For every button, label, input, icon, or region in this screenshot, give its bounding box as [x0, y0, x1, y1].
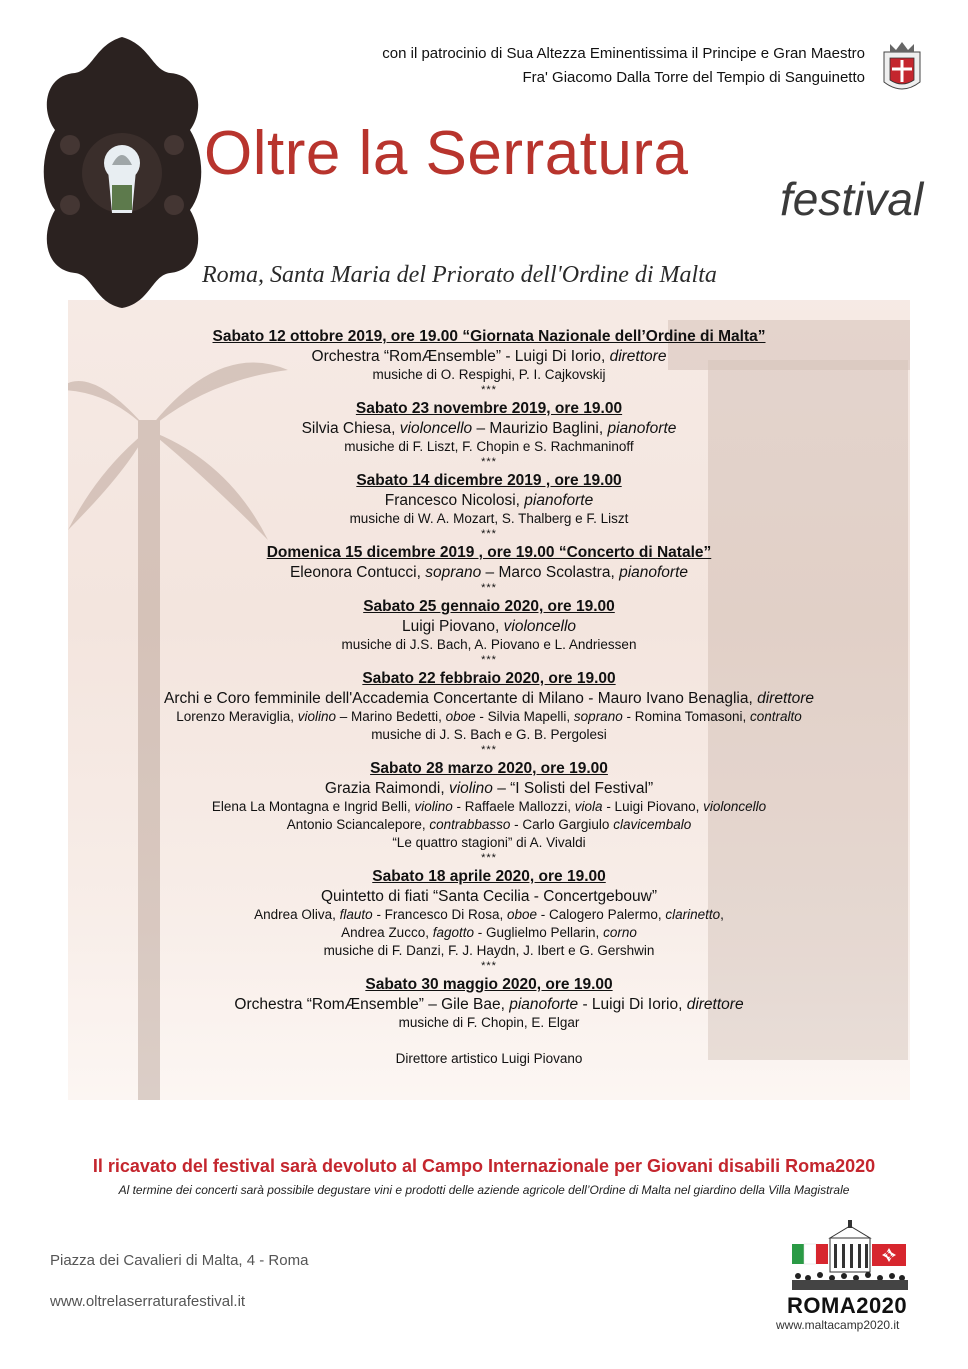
concert-date: Sabato 25 gennaio 2020, ore 19.00 [363, 598, 615, 615]
concert-performers [68, 563, 910, 582]
performer-role: violino [297, 709, 337, 724]
concert-performers [68, 779, 910, 798]
concert-item [68, 867, 910, 972]
performer-role: violino [414, 799, 453, 814]
roma2020-logo-icon [790, 1218, 910, 1298]
concert-performers [68, 689, 910, 708]
performer-text: Archi e Coro femminile dell'Accademia Concertante di Milano - Mauro Ivano Benaglia, [164, 690, 758, 707]
performer-text: - Silvia Mapelli, [475, 709, 574, 724]
venue-address: Piazza dei Cavalieri di Malta, 4 - Roma [50, 1252, 309, 1269]
performer-text: – Marino Bedetti, [336, 709, 446, 724]
performer-role: direttore [609, 348, 667, 365]
performer-text: Francesco Nicolosi, [384, 492, 525, 509]
performer-role: violoncello [399, 420, 473, 437]
concert-item [68, 759, 910, 864]
festival-subtitle: festival [780, 173, 924, 225]
concert-program-text: musiche di J.S. Bach, A. Piovano e L. Andriessen [341, 637, 637, 652]
performer-text: - Luigi Piovano, [602, 799, 704, 814]
concert-performers [68, 419, 910, 438]
concert-date: Sabato 22 febbraio 2020, ore 19.00 [362, 670, 616, 687]
performer-text: - Guglielmo Pellarin, [474, 925, 604, 940]
concert-program-text: musiche di W. A. Mozart, S. Thalberg e F. Liszt [349, 511, 629, 526]
performer-role: soprano [425, 564, 482, 581]
concert-date: Sabato 28 marzo 2020, ore 19.00 [370, 760, 608, 777]
performer-role: flauto [339, 907, 373, 922]
performer-text: - Romina Tomasoni, [622, 709, 751, 724]
performer-text: - Francesco Di Rosa, [372, 907, 507, 922]
order-of-malta-crest-icon [880, 38, 924, 96]
concert-performers-extra [68, 816, 910, 834]
concert-performers [68, 491, 910, 510]
keyhole-door-image [40, 35, 205, 310]
performer-role: contrabbasso [429, 817, 511, 832]
performer-text: Lorenzo Meraviglia, [176, 709, 298, 724]
performer-role: corno [603, 925, 637, 940]
concert-program-text: musiche di F. Danzi, F. J. Haydn, J. Ibert e G. Gershwin [323, 943, 655, 958]
performer-role: oboe [445, 709, 476, 724]
performer-role: pianoforte [509, 996, 579, 1013]
performer-role: contralto [750, 709, 802, 724]
performer-text: Andrea Zucco, [341, 925, 433, 940]
concert-item [68, 471, 910, 540]
performer-text: Quintetto di fiati “Santa Cecilia - Concertgebouw” [321, 888, 657, 905]
separator: *** [481, 852, 497, 864]
patronage-line-1: con il patrocinio di Sua Altezza Eminentissima il Principe e Gran Maestro [382, 45, 865, 62]
performer-text: – “I Solisti del Festival” [492, 780, 654, 797]
performer-role: direttore [686, 996, 744, 1013]
artistic-director: Direttore artistico Luigi Piovano [395, 1051, 583, 1066]
performer-role: clarinetto [665, 907, 721, 922]
performer-text: Orchestra “RomÆnsemble” – Gile Bae, [234, 996, 510, 1013]
performer-role: viola [574, 799, 603, 814]
concert-performers-extra [68, 798, 910, 816]
performer-role: pianoforte [524, 492, 594, 509]
concert-date: Sabato 12 ottobre 2019, ore 19.00 “Giornata Nazionale dell’Ordine di Malta” [212, 328, 766, 345]
separator: *** [481, 384, 497, 396]
performer-role: pianoforte [607, 420, 677, 437]
concert-program-text: musiche di F. Chopin, E. Elgar [398, 1015, 580, 1030]
separator: *** [481, 456, 497, 468]
performer-role: soprano [573, 709, 623, 724]
festival-website-link[interactable]: www.oltrelaserraturafestival.it [50, 1293, 246, 1310]
proceeds-notice: Il ricavato del festival sarà devoluto al Campo Internazionale per Giovani disabili Roma2020 [92, 1156, 876, 1176]
concert-program [68, 327, 910, 1068]
concert-performers [68, 995, 910, 1014]
performer-text: - Luigi Di Iorio, [578, 996, 687, 1013]
concert-program-text: “Le quattro stagioni” di A. Vivaldi [392, 835, 586, 850]
separator: *** [481, 654, 497, 666]
performer-text: - Raffaele Mallozzi, [452, 799, 575, 814]
concert-performers-extra [68, 924, 910, 942]
performer-role: fagotto [432, 925, 474, 940]
performer-text: Orchestra “RomÆnsemble” - Luigi Di Iorio, [311, 348, 610, 365]
concert-item [68, 597, 910, 666]
concert-date: Sabato 18 aprile 2020, ore 19.00 [372, 868, 606, 885]
concert-item [68, 327, 910, 396]
concert-date: Sabato 30 maggio 2020, ore 19.00 [365, 976, 613, 993]
separator: *** [481, 744, 497, 756]
performer-text: Andrea Oliva, [254, 907, 340, 922]
concert-program-text: musiche di O. Respighi, P. I. Cajkovskij [372, 367, 606, 382]
venue-line: Roma, Santa Maria del Priorato dell'Ordine di Malta [202, 262, 717, 288]
concert-program-text: musiche di J. S. Bach e G. B. Pergolesi [371, 727, 607, 742]
concert-item [68, 975, 910, 1032]
patronage-text [382, 42, 865, 90]
concert-item [68, 399, 910, 468]
concert-date: Domenica 15 dicembre 2019 , ore 19.00 “Concerto di Natale” [266, 544, 712, 561]
concert-item [68, 669, 910, 756]
performer-role: direttore [757, 690, 814, 707]
performer-role: violoncello [703, 799, 767, 814]
performer-text: Eleonora Contucci, [289, 564, 426, 581]
performer-text: – Maurizio Baglini, [472, 420, 608, 437]
festival-title: Oltre la Serratura [204, 119, 689, 188]
performer-role: violoncello [503, 618, 577, 635]
concert-date: Sabato 23 novembre 2019, ore 19.00 [355, 400, 623, 417]
concert-program-text: musiche di F. Liszt, F. Chopin e S. Rachmaninoff [344, 439, 634, 454]
performer-text: Elena La Montagna e Ingrid Belli, [211, 799, 415, 814]
concert-performers [68, 347, 910, 366]
separator: *** [481, 960, 497, 972]
concert-item [68, 543, 910, 594]
maltacamp-website-link[interactable]: www.maltacamp2020.it [776, 1318, 900, 1332]
concert-performers-extra [68, 906, 910, 924]
performer-text: Antonio Sciancalepore, [286, 817, 430, 832]
performer-role: oboe [506, 907, 538, 922]
concert-performers [68, 887, 910, 906]
patronage-line-2: Fra' Giacomo Dalla Torre del Tempio di Sanguinetto [522, 69, 865, 86]
performer-role: clavicembalo [613, 817, 692, 832]
performer-text: Grazia Raimondi, [324, 780, 449, 797]
performer-text: – Marco Scolastra, [481, 564, 620, 581]
performer-text: , [720, 907, 724, 922]
concert-date: Sabato 14 dicembre 2019 , ore 19.00 [356, 472, 622, 489]
concert-performers [68, 617, 910, 636]
performer-role: violino [448, 780, 493, 797]
performer-text: Luigi Piovano, [401, 618, 504, 635]
tasting-notice: Al termine dei concerti sarà possibile degustare vini e prodotti delle aziende agricole dell’Ordine di Malta nel giardino della Villa Magistrale [118, 1183, 850, 1197]
performer-text: Silvia Chiesa, [301, 420, 400, 437]
concert-performers-extra [68, 708, 910, 726]
performer-role: pianoforte [619, 564, 689, 581]
separator: *** [481, 582, 497, 594]
separator: *** [481, 528, 497, 540]
performer-text: - Calogero Palermo, [537, 907, 666, 922]
roma2020-logo-text: ROMA2020 [787, 1293, 908, 1318]
performer-text: - Carlo Gargiulo [510, 817, 614, 832]
